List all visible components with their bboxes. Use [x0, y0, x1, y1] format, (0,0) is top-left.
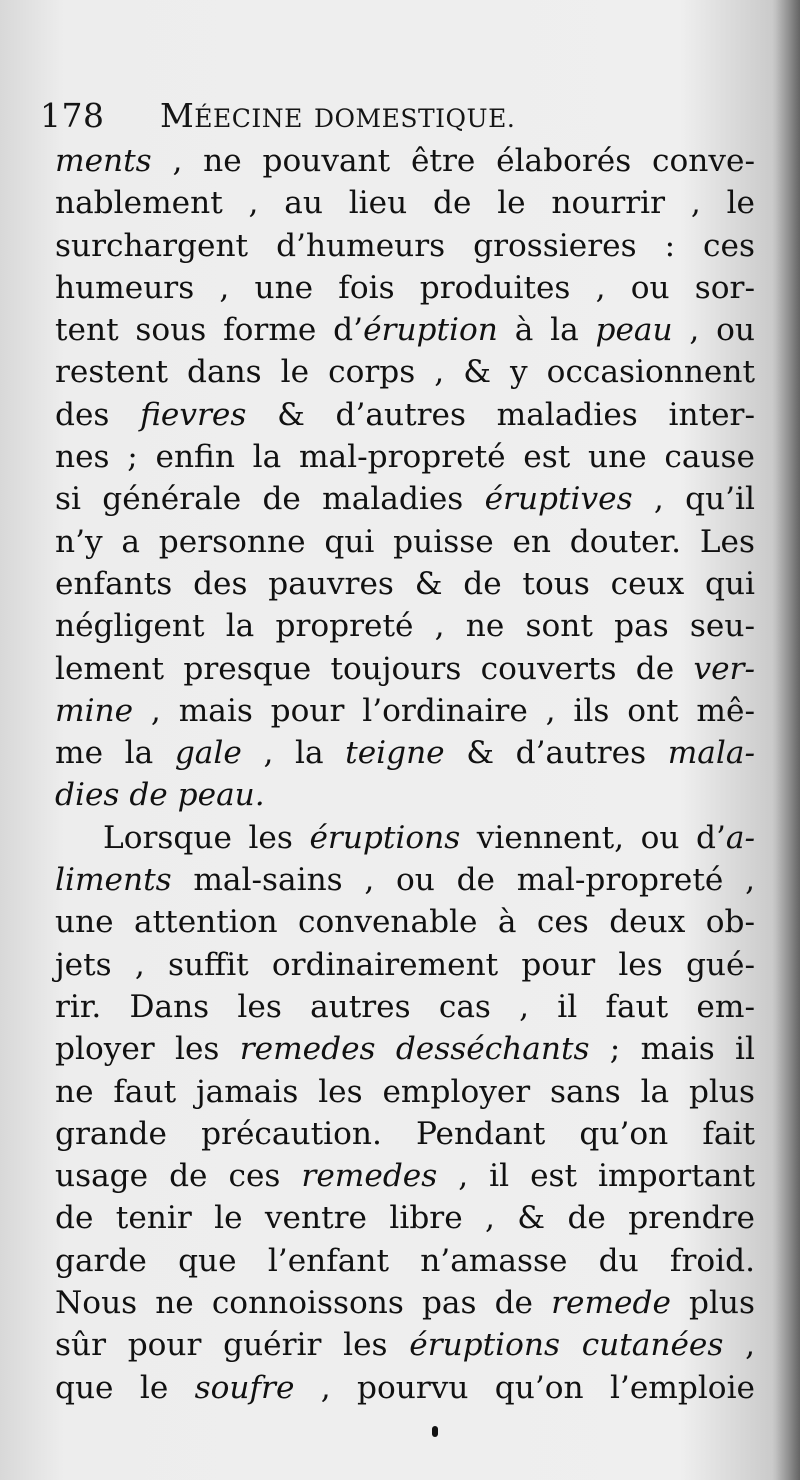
page-header: [40, 96, 760, 140]
text-run: mal-sains , ou de mal-propreté ,: [171, 862, 755, 899]
text-run: ployer les: [55, 1031, 240, 1068]
italic-text: éruption: [363, 312, 498, 349]
page-gutter-shadow: [772, 0, 800, 1480]
text-run: me la: [55, 735, 175, 772]
text-line: [55, 774, 755, 816]
text-line: [55, 986, 755, 1028]
signature-mark: [432, 1426, 438, 1437]
text-line: [55, 859, 755, 901]
text-run: enfants des pauvres & de tous ceux qui: [55, 565, 755, 602]
italic-text: éruptions: [309, 819, 461, 856]
text-line: [55, 1113, 755, 1155]
italic-text: éruptives: [484, 481, 633, 518]
running-head-small: É: [194, 104, 214, 133]
text-run: Nous ne connoissons pas de: [55, 1285, 552, 1322]
italic-text: remedes: [301, 1158, 438, 1195]
text-run: jets , suffit ordinairement pour les gué-: [55, 946, 755, 983]
text-run: , pourvu qu’on l’emploie: [294, 1369, 756, 1406]
italic-text: fievres: [140, 396, 247, 433]
text-line: [55, 225, 755, 267]
text-line: [55, 1028, 755, 1070]
text-run: , ou: [672, 312, 756, 349]
text-run: garde que l’enfant n’amasse du froid.: [55, 1242, 755, 1279]
italic-text: ver-: [693, 650, 755, 687]
text-line: [55, 690, 755, 732]
text-run: restent dans le corps , & y occasionnent: [55, 354, 755, 391]
body-text: [55, 140, 755, 1409]
text-run: plus: [670, 1285, 756, 1322]
italic-text: éruptions cutanées: [409, 1327, 724, 1364]
text-line: [55, 521, 755, 563]
text-run: , qu’il: [632, 481, 755, 518]
text-run: , ne pouvant être élaborés conve-: [151, 143, 755, 179]
text-run: lement presque toujours couverts de: [55, 650, 694, 687]
text-line: [55, 817, 755, 859]
text-line: [55, 1197, 755, 1239]
text-run: & d’autres: [444, 735, 668, 772]
text-line: [55, 648, 755, 690]
text-run: & d’autres maladies inter-: [246, 396, 755, 433]
running-head-small: ECINE: [213, 104, 303, 133]
text-run: , mais pour l’ordinaire , ils ont mê-: [133, 692, 755, 729]
italic-text: soufre: [194, 1369, 295, 1406]
running-head-cap: M: [160, 96, 195, 135]
text-run: négligent la propreté , ne sont pas seu-: [55, 608, 755, 645]
italic-text: peau: [595, 312, 673, 349]
text-run: , la: [241, 735, 346, 772]
text-run: surchargent d’humeurs grossieres : ces: [55, 227, 755, 264]
text-run: ,: [723, 1327, 756, 1364]
text-run: Lorsque les: [103, 819, 310, 856]
page-number: 178: [40, 96, 105, 135]
text-run: nablement , au lieu de le nourrir , le: [55, 185, 755, 222]
text-line: [55, 140, 755, 182]
running-head-small-cap: D: [313, 104, 335, 133]
text-run: humeurs , une fois produites , ou sor-: [55, 269, 755, 306]
text-line: [55, 1240, 755, 1282]
text-line: [55, 901, 755, 943]
text-line: [55, 732, 755, 774]
text-run: ne faut jamais les employer sans la plus: [55, 1073, 755, 1110]
italic-text: remedes desséchants: [239, 1031, 590, 1068]
text-run: grande précaution. Pendant qu’on fait: [55, 1115, 755, 1152]
text-run: ; mais il: [589, 1031, 755, 1068]
text-run: viennent, ou d’: [460, 819, 726, 856]
text-line: [55, 563, 755, 605]
text-run: une attention convenable à ces deux ob-: [55, 904, 755, 941]
text-run: , il est important: [437, 1158, 755, 1195]
italic-text: a-: [725, 819, 755, 856]
text-line: [55, 436, 755, 478]
text-run: sûr pour guérir les: [55, 1327, 410, 1364]
italic-text: mine: [55, 692, 134, 729]
italic-text: remede: [551, 1285, 671, 1322]
text-run: des: [55, 396, 141, 433]
text-run: tent sous forme d’: [55, 312, 364, 349]
text-line: [55, 1367, 755, 1409]
text-line: [55, 1282, 755, 1324]
italic-text: ments: [55, 143, 152, 179]
text-run: nes ; enfin la mal-propreté est une cause: [55, 439, 755, 476]
text-run: à la: [497, 312, 596, 349]
italic-text: mala-: [667, 735, 755, 772]
text-line: [55, 394, 755, 436]
italic-text: liments: [55, 862, 172, 899]
text-line: [55, 1155, 755, 1197]
text-line: [55, 605, 755, 647]
italic-text: gale: [174, 735, 242, 772]
text-line: [55, 1324, 755, 1366]
text-run: rir. Dans les autres cas , il faut em-: [55, 988, 755, 1025]
text-line: [55, 944, 755, 986]
text-run: que le: [55, 1369, 195, 1406]
italic-text: dies de peau.: [55, 777, 265, 814]
italic-text: teigne: [345, 735, 445, 772]
text-line: [55, 267, 755, 309]
running-head: [160, 96, 515, 135]
text-run: de tenir le ventre libre , & de prendre: [55, 1200, 755, 1237]
text-run: n’y a personne qui puisse en douter. Les: [55, 523, 755, 560]
running-head-small: OMESTIQUE.: [334, 104, 516, 133]
text-run: usage de ces: [55, 1158, 302, 1195]
text-line: [55, 182, 755, 224]
text-line: [55, 478, 755, 520]
text-line: [55, 351, 755, 393]
text-run: si générale de maladies: [55, 481, 485, 518]
text-line: [55, 1071, 755, 1113]
text-line: [55, 309, 755, 351]
